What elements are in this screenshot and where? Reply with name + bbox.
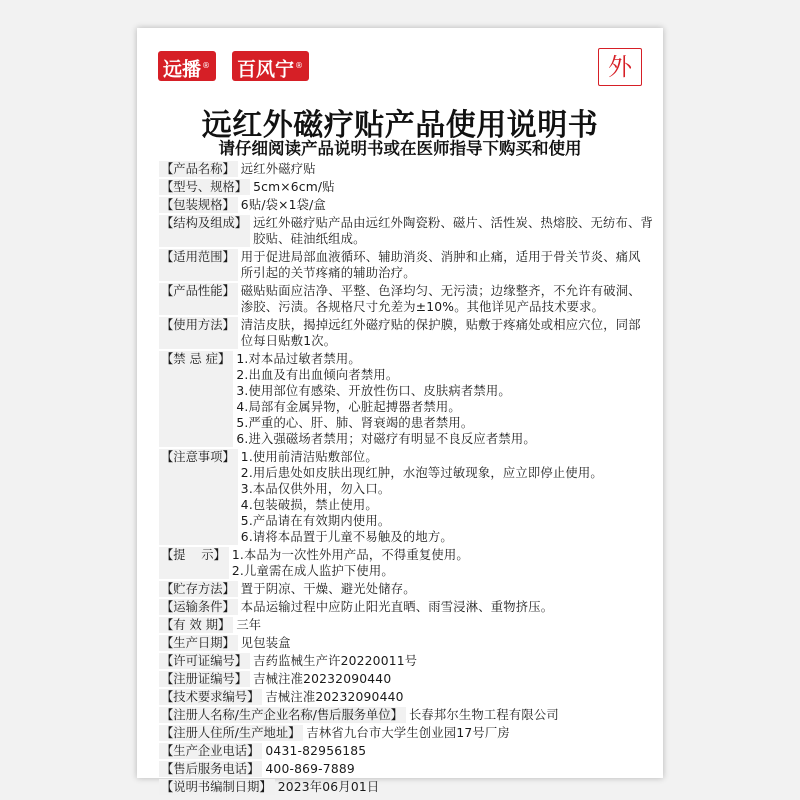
info-row-label: 【有 效 期】 (159, 617, 233, 633)
info-row-label: 【产品性能】 (159, 283, 238, 315)
info-row-line: 6.进入强磁场者禁用；对磁疗有明显不良反应者禁用。 (236, 432, 536, 446)
info-row-label: 【适用范围】 (159, 249, 238, 281)
info-row (159, 179, 653, 195)
info-row-label: 【结构及组成】 (159, 215, 250, 247)
info-row-label: 【注意事项】 (159, 449, 238, 545)
info-row (159, 351, 653, 447)
info-row-label: 【注册人住所/生产地址】 (159, 725, 303, 741)
info-row-value (233, 617, 653, 633)
info-row (159, 635, 653, 651)
info-row (159, 317, 653, 349)
info-row-value (229, 547, 653, 579)
info-row-line: 吉械注准20232090440 (265, 690, 404, 704)
info-row-line: 4.局部有金属异物，心脏起搏器者禁用。 (236, 400, 461, 414)
info-row-value (250, 179, 653, 195)
external-use-mark: 外 (598, 48, 642, 86)
info-row (159, 599, 653, 615)
info-row-line: 磁贴贴面应洁净、平整、色泽均匀、无污渍；边缘整齐，不允许有破洞、渗胶、污渍。各规格尺寸允差为±10%。其他详见产品技术要求。 (240, 284, 641, 314)
document-subtitle: 请仔细阅读产品说明书或在医师指导下购买和使用 (218, 139, 582, 158)
info-row-value (238, 581, 653, 597)
info-row (159, 743, 653, 759)
info-row-value (262, 761, 653, 777)
info-row-label: 【贮存方法】 (159, 581, 238, 597)
info-row-label: 【售后服务电话】 (159, 761, 262, 777)
info-row-line: 置于阴凉、干燥、避光处储存。 (240, 582, 416, 596)
info-row-label: 【包装规格】 (159, 197, 238, 213)
info-row-value (238, 449, 653, 545)
info-row-line: 三年 (236, 618, 262, 632)
info-row-label: 【技术要求编号】 (159, 689, 262, 705)
info-row-line: 5cm×6cm/贴 (253, 180, 335, 194)
info-row (159, 197, 653, 213)
info-row-line: 2023年06月01日 (277, 780, 380, 794)
info-row-line: 6贴/袋×1袋/盒 (240, 198, 327, 212)
info-row-line: 吉林省九台市大学生创业园17号厂房 (306, 726, 510, 740)
info-row (159, 779, 653, 795)
brand-logo-yuanbo (158, 51, 216, 81)
info-row-value (250, 671, 653, 687)
info-row (159, 707, 653, 723)
info-row (159, 283, 653, 315)
info-row-value (238, 161, 653, 177)
info-row-value (250, 215, 653, 247)
info-row (159, 671, 653, 687)
info-row-value (233, 351, 653, 447)
info-row-line: 2.用后患处如皮肤出现红肿，水泡等过敏现象，应立即停止使用。 (240, 466, 603, 480)
info-row-label: 【注册人名称/生产企业名称/售后服务单位】 (159, 707, 406, 723)
brand-logo-baifengning-text: 百风宁 (237, 58, 295, 81)
info-row-line: 用于促进局部血液循环、辅助消炎、消肿和止痛，适用于骨关节炎、痛风所引起的关节疼痛的辅助治疗。 (240, 250, 641, 280)
info-row-label: 【生产企业电话】 (159, 743, 262, 759)
info-row-value (262, 743, 653, 759)
info-row-line: 5.严重的心、肝、肺、肾衰竭的患者禁用。 (236, 416, 474, 430)
info-row-line: 远红外磁疗贴 (240, 162, 316, 176)
info-row-line: 0431-82956185 (265, 744, 367, 758)
info-row-line: 清洁皮肤，揭掉远红外磁疗贴的保护膜，贴敷于疼痛处或相应穴位，同部位每日贴敷1次。 (240, 318, 641, 348)
info-row-label: 【产品名称】 (159, 161, 238, 177)
info-row-label: 【使用方法】 (159, 317, 238, 349)
info-row (159, 689, 653, 705)
info-row-line: 3.使用部位有感染、开放性伤口、皮肤病者禁用。 (236, 384, 511, 398)
info-row-line: 本品运输过程中应防止阳光直晒、雨雪浸淋、重物挤压。 (240, 600, 554, 614)
info-row-value (303, 725, 653, 741)
info-row (159, 653, 653, 669)
info-row-line: 远红外磁疗贴产品由远红外陶瓷粉、磁片、活性炭、热熔胶、无纺布、背胶贴、硅油纸组成。 (253, 216, 653, 246)
info-row-line: 5.产品请在有效期内使用。 (240, 514, 391, 528)
info-row-line: 1.对本品过敏者禁用。 (236, 352, 361, 366)
info-row-line: 400-869-7889 (265, 762, 355, 776)
info-row (159, 249, 653, 281)
info-row-line: 1.使用前清洁贴敷部位。 (240, 450, 378, 464)
info-row-label: 【运输条件】 (159, 599, 238, 615)
info-row (159, 725, 653, 741)
registered-mark: ® (295, 61, 304, 70)
info-row (159, 581, 653, 597)
info-row-line: 2.出血及有出血倾向者禁用。 (236, 368, 399, 382)
info-row-line: 吉械注准20232090440 (253, 672, 392, 686)
info-row (159, 449, 653, 545)
info-row-line: 3.本品仅供外用，勿入口。 (240, 482, 391, 496)
info-row-label: 【许可证编号】 (159, 653, 250, 669)
info-row-value (238, 599, 653, 615)
info-row-value (238, 197, 653, 213)
info-row-value (275, 779, 653, 795)
info-row-line: 6.请将本品置于儿童不易触及的地方。 (240, 530, 453, 544)
info-row-line: 吉药监械生产许20220011号 (253, 654, 418, 668)
info-row (159, 547, 653, 579)
info-row (159, 617, 653, 633)
info-row-value (406, 707, 653, 723)
info-row-label: 【说明书编制日期】 (159, 779, 275, 795)
info-row-line: 2.儿童需在成人监护下使用。 (231, 564, 394, 578)
info-row-value (238, 635, 653, 651)
info-row-label: 【提 示】 (159, 547, 229, 579)
document-title: 远红外磁疗贴产品使用说明书 (201, 108, 599, 143)
info-row-value (238, 317, 653, 349)
info-row-value (238, 249, 653, 281)
info-row-value (238, 283, 653, 315)
brand-logo-baifengning (232, 51, 309, 81)
brand-logo-yuanbo-text: 远播 (163, 58, 202, 81)
info-row (159, 761, 653, 777)
info-row-value (250, 653, 653, 669)
info-row-value (262, 689, 653, 705)
info-row (159, 161, 653, 177)
info-row-line: 长春邦尔生物工程有限公司 (408, 708, 559, 722)
info-row-line: 4.包装破损，禁止使用。 (240, 498, 378, 512)
info-row-label: 【型号、规格】 (159, 179, 250, 195)
info-row-line: 见包装盒 (240, 636, 291, 650)
info-row (159, 215, 653, 247)
info-rows (159, 161, 653, 797)
info-row-label: 【禁 忌 症】 (159, 351, 233, 447)
info-row-line: 1.本品为一次性外用产品，不得重复使用。 (231, 548, 469, 562)
info-row-label: 【生产日期】 (159, 635, 238, 651)
registered-mark: ® (202, 61, 211, 70)
info-row-label: 【注册证编号】 (159, 671, 250, 687)
instruction-sheet (137, 28, 663, 794)
